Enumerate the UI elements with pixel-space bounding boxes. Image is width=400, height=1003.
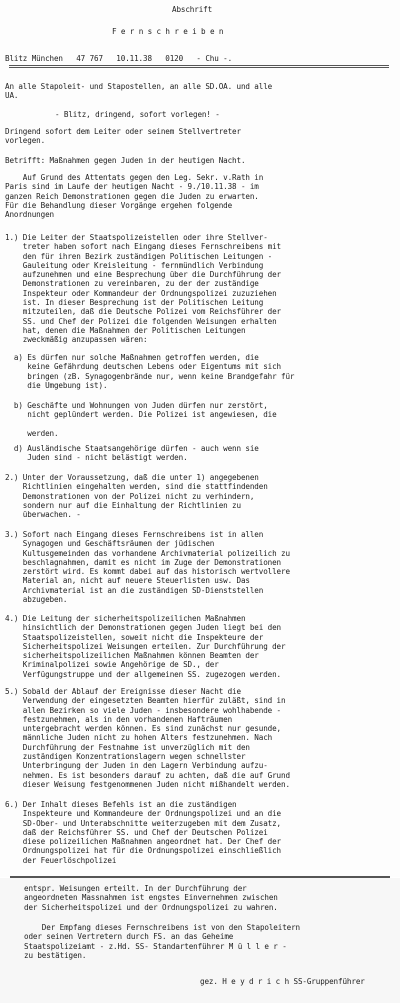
telex-header-line: Blitz München 47 767 10.11.38 0120 - Chu -. (5, 54, 233, 63)
point-1a: a) Es dürfen nur solche Maßnahmen getroffen werden, die keine Gefährdung deutschen Lebens oder Eigentums mit sich bringen (zB. Synagogenbrände nur, wenn keine Brandgefahr für die Umgebung ist). (13, 353, 295, 390)
continuation-text: entspr. Weisungen erteilt. In der Durchführung der angeordneten Massnahmen ist engstes Einvernehmen zwischen der Sicherheitspolizei und der Ordnungspolizei zu wahren. (24, 884, 278, 912)
receipt-instruction: Der Empfang dieses Fernschreibens ist von den Stapoleitern oder seinen Vertretern durch FS. an das Geheime Staatspolizeiamt - z.Hd. SS- Standartenführer M ü l l e r - zu bestätigen. (24, 923, 301, 960)
point-1d: d) Ausländische Staatsangehörige dürfen - auch wenn sie Juden sind - nicht belästigt werden. (13, 444, 259, 463)
subject-line: Betrifft: Maßnahmen gegen Juden in der heutigen Nacht. (5, 156, 246, 165)
urgency-line: - Blitz, dringend, sofort vorlegen! - (55, 110, 220, 119)
point-2: 2.) Unter der Voraussetzung, daß die unter 1) angegebenen Richtlinien eingehalten werden, sind die stattfindenden Demonstrationen von der Polizei nicht zu verhindern, sondern nur auf die Einhaltung der Richtlinien zu überwachen. - (5, 473, 268, 520)
abschrift-heading: Abschrift (172, 5, 213, 14)
fernschreiben-title: F e r n s c h r e i b e n (112, 27, 224, 36)
telex-page-2 (0, 878, 400, 1003)
point-3: 3.) Sofort nach Eingang dieses Fernschreibens ist in allen Synagogen und Geschäftsräumen der jüdischen Kultusgemeinden das vorhandene Archivmaterial polizeilich zu beschlagnahmen, damit es nicht im Zuge der Demonstrationen zerstört wird. Es kommt dabei auf das historisch wertvollere Material an, nicht auf neuere Steuerlisten usw. Das Archivmaterial ist an die zuständigen SD-Dienststellen abzugeben. (5, 530, 290, 605)
signature: gez. H e y d r i c h SS-Gruppenführer (200, 977, 365, 986)
point-1: 1.) Die Leiter der Staatspolizeistellen oder ihre Stellver- treter haben sofort nach Eingang dieses Fernschreibens mit den für ihren Bezirk zuständigen Politischen Leitungen - Gauleitung oder Kreisleitung - fernmündlich Verbindung aufzunehmen und eine Besprechung über die Durchführung der Demonstrationen zu vereinbaren, zu der der zuständige Inspekteur oder Kommandeur der Ordnungspolizei zuzuziehen ist. In dieser Besprechung ist der Politischen Leitung mitzuteilen, daß die Deutsche Polizei vom Reichsführer der SS. und Chef der Polizei die folgenden Weisungen erhalten hat, denen die Maßnahmen der Politischen Leitungen zweckmäßig anzupassen wären: (5, 233, 282, 345)
point-1b: b) Geschäfte und Wohnungen von Juden dürfen nur zerstört, nicht geplündert werden. Die Polizei ist angewiesen, die werden. (13, 401, 277, 438)
point-4: 4.) Die Leitung der sicherheitspolizeilichen Maßnahmen hinsichtlich der Demonstrationen gegen Juden liegt bei den Staatspolizeistellen, soweit nicht die Inspekteure der Sicherheitspolizei Weisungen erteilen. Zur Durchführung der sicherheitspolizeilichen Maßnahmen können Beamten der Kriminalpolizei sowie Angehörige de SD., der Verfügungstruppe und der allgemeinen SS. zugezogen werden. (5, 614, 286, 679)
point-6: 6.) Der Inhalt dieses Befehls ist an die zuständigen Inspekteure und Kommandeure der Ordnungspolizei und an die SD-Ober- und Unterabschnitte weiterzugeben mit dem Zusatz, daß der Reichsführer SS. und Chef der Deutschen Polizei diese polizeilichen Maßnahmen angeordnet hat. Der Chef der Ordnungspolizei hat für die Ordnungspolizei einschließlich der Feuerlöschpolizei (5, 800, 282, 865)
instruction: Dringend sofort dem Leiter oder seinem Stellvertreter vorlegen. (5, 127, 241, 146)
point-5: 5.) Sobald der Ablauf der Ereignisse dieser Nacht die Verwendung der eingesetzten Beamten hierfür zuläßt, sind in allen Bezirken so viele Juden - insbesondere wohlhabende - festzunehmen, als in den vorhandenen Hafträumen untergebracht werden können. Es sind zunächst nur gesunde, männliche Juden nicht zu hohen Alters festzunehmen. Nach Durchführung der Festnahme ist unverzüglich mit den zuständigen Konzentrationslagern wegen schnellster Unterbringung der Juden in den Lagern Verbindung aufzu- nehmen. Es ist besonders darauf zu achten, daß die auf Grund dieser Weisung festgenommenen Juden nicht mißhandelt werden. (5, 687, 290, 789)
header-double-rule (9, 65, 389, 68)
recipients: An alle Stapoleit- und Stapostellen, an alle SD.OA. und alle UA. (5, 82, 273, 101)
intro-paragraph: Auf Grund des Attentats gegen den Leg. Sekr. v.Rath in Paris sind im Laufe der heutigen Nacht - 9./10.11.38 - im ganzen Reich Demonstrationen gegen die Juden zu erwarten. Für die Behandlung dieser Vorgänge ergehen folgende Anordnungen (5, 173, 264, 220)
